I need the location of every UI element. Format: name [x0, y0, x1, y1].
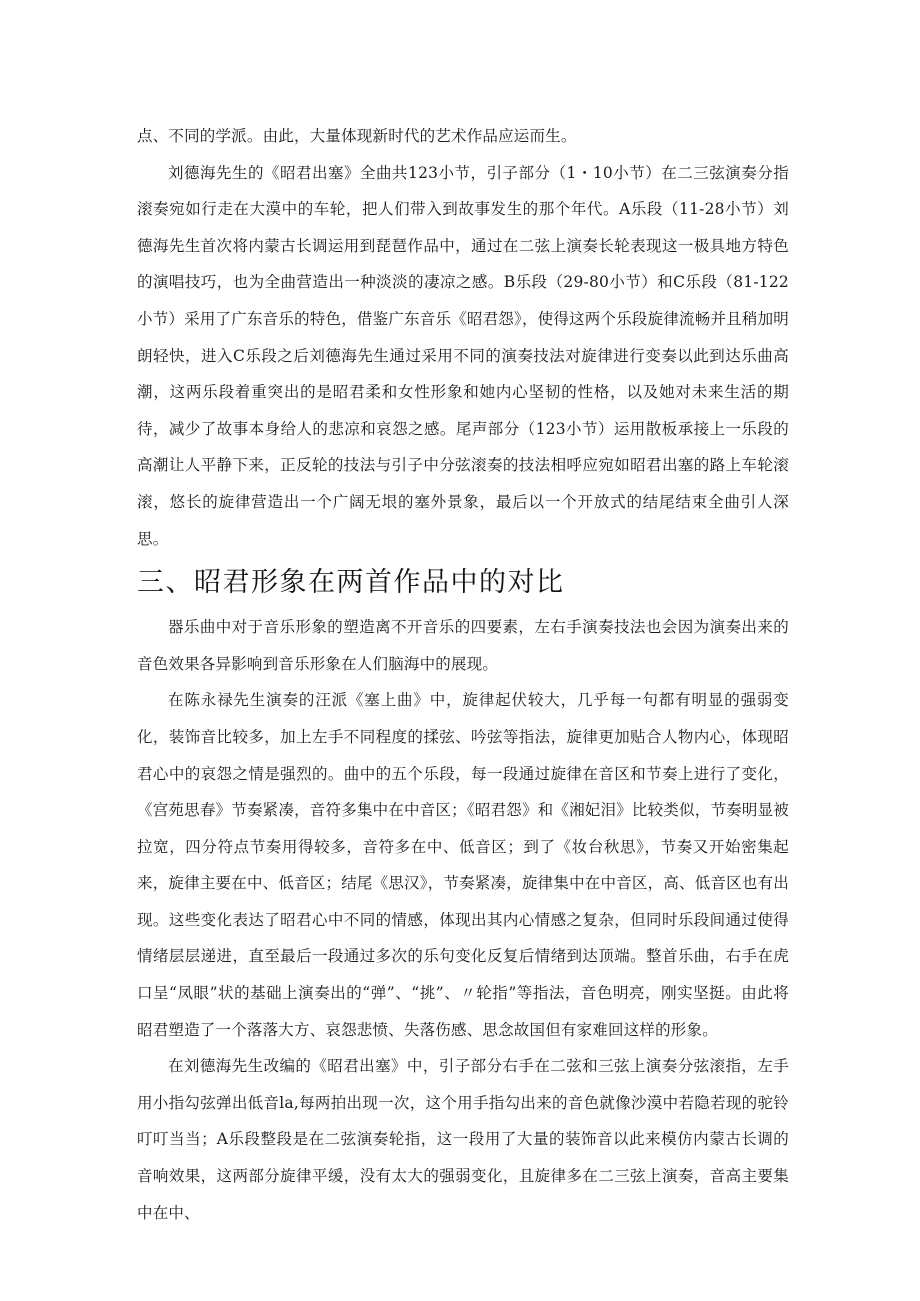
paragraph-saishangqu-analysis: 在陈永禄先生演奏的汪派《塞上曲》中，旋律起伏较大，几乎每一句都有明显的强弱变化，装饰音比较多，加上左手不同程度的揉弦、吟弦等指法，旋律更加贴合人物内心，体现昭君心中的哀怨之情是强烈的。曲中的五个乐段，每一段通过旋律在音区和节奏上进行了变化，《宫苑思春》节奏紧凑，音符多集中在中音区；《昭君怨》和《湘妃泪》比较类似，节奏明显被拉宽，四分符点节奏用得较多，音符多在中、低音区；到了《妆台秋思》，节奏又开始密集起来，旋律主要在中、低音区；结尾《思汉》，节奏紧凑，旋律集中在中音区，高、低音区也有出现。这些变化表达了昭君心中不同的情感，体现出其内心情感之复杂，但同时乐段间通过使得情绪层层递进，直至最后一段通过多次的乐句变化反复后情绪到达顶端。整首乐曲，右手在虎口呈“凤眼”状的基础上演奏出的“弹”、“挑”、〃轮指”等指法，音色明亮，刚实坚挺。由此将昭君塑造了一个落落大方、哀怨悲愤、失落伤感、思念故国但有家难回这样的形象。 — [137, 691, 789, 1039]
paragraph-zhaojun-chusai-structure: 刘德海先生的《昭君出塞》全曲共123小节，引子部分（1・10小节）在二三弦演奏分指滚奏宛如行走在大漠中的车轮，把人们带入到故事发生的那个年代。A乐段（11-28小节）刘德海先生首次将内蒙古长调运用到琵琶作品中，通过在二弦上演奏长轮表现这一极具地方特色的演唱技巧，也为全曲营造出一种淡淡的凄凉之感。B乐段（29-80小节）和C乐段（81-122小节）采用了广东音乐的特色，借鉴广东音乐《昭君怨》，使得这两个乐段旋律流畅并且稍加明朗轻快，进入C乐段之后刘德海先生通过采用不同的演奏技法对旋律进行变奏以此到达乐曲高潮，这两乐段着重突出的是昭君柔和女性形象和她内心坚韧的性格，以及她对未来生活的期待，减少了故事本身给人的悲凉和哀怨之感。尾声部分（123小节）运用散板承接上一乐段的高潮让人平静下来，正反轮的技法与引子中分弦滚奏的技法相呼应宛如昭君出塞的路上车轮滚滚，悠长的旋律营造出一个广阔无垠的塞外景象，最后以一个开放式的结尾结束全曲引人深思。 — [137, 163, 789, 548]
section-heading: 三、昭君形象在两首作品中的对比 — [137, 567, 565, 599]
document-body — [137, 118, 789, 1231]
paragraph-continuation: 点、不同的学派。由此，大量体现新时代的艺术作品应运而生。 — [137, 127, 577, 145]
paragraph-zhaojun-chusai-analysis: 在刘德海先生改编的《昭君出塞》中，引子部分右手在二弦和三弦上演奏分弦滚指，左手用小指勾弦弹出低音la,每两拍出现一次，这个用手指勾出来的音色就像沙漠中若隐若现的驼铃叮叮当当；A乐段整段是在二弦演奏轮指，这一段用了大量的装饰音以此来模仿内蒙古长调的音响效果，这两部分旋律平缓，没有太大的强弱变化，且旋律多在二三弦上演奏，音高主要集中在中、 — [137, 1057, 789, 1222]
paragraph-music-elements: 器乐曲中对于音乐形象的塑造离不开音乐的四要素，左右手演奏技法也会因为演奏出来的音色效果各异影响到音乐形象在人们脑海中的展现。 — [137, 618, 789, 673]
